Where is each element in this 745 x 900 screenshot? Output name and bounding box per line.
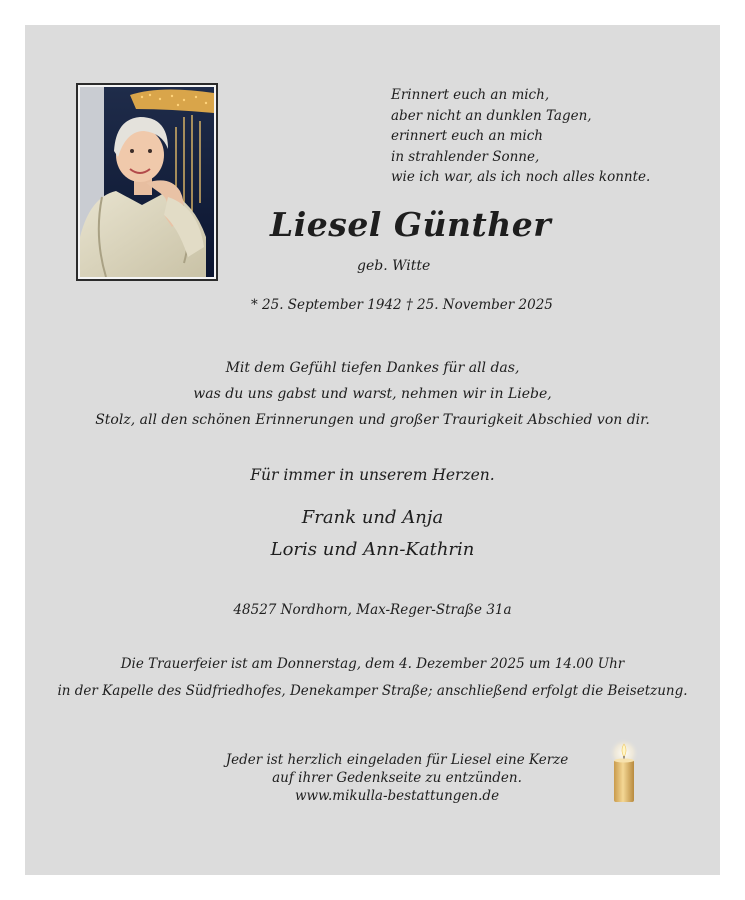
poem	[391, 85, 650, 188]
death-date: † 25. November 2025	[406, 297, 553, 313]
deceased-name: Liesel Günther	[270, 205, 552, 244]
poem-line: aber nicht an dunklen Tagen,	[391, 107, 592, 124]
service-line: Die Trauerfeier ist am Donnerstag, dem 4. Dezember 2025 um 14.00 Uhr	[120, 656, 625, 672]
candle-icon	[607, 737, 641, 805]
service-line: in der Kapelle des Südfriedhofes, Denekamper Straße; anschließend erfolgt die Beisetzung.	[57, 683, 688, 699]
forever-line: Für immer in unserem Herzen.	[250, 466, 495, 484]
address: 48527 Nordhorn, Max-Reger-Straße 31a	[233, 602, 512, 618]
thanks-line: Stolz, all den schönen Erinnerungen und großer Traurigkeit Abschied von dir.	[95, 412, 650, 428]
portrait-image	[80, 87, 214, 277]
obituary-card	[25, 25, 720, 875]
family-line: Frank und Anja	[301, 507, 444, 528]
poem-line: wie ich war, als ich noch alles konnte.	[391, 169, 651, 185]
invite-line: Jeder ist herzlich eingeladen für Liesel eine Kerze	[225, 752, 569, 768]
candle-invitation	[222, 751, 572, 805]
thanks-line: was du uns gabst und warst, nehmen wir in Liebe,	[193, 386, 552, 402]
family-line: Loris und Ann-Kathrin	[270, 539, 475, 560]
thanks-line: Mit dem Gefühl tiefen Dankes für all das,	[225, 360, 520, 376]
birth-name: geb. Witte	[357, 258, 431, 274]
poem-line: Erinnert euch an mich,	[391, 87, 550, 103]
poem-line: erinnert euch an mich	[391, 128, 543, 144]
portrait-photo	[76, 83, 218, 281]
poem-line: in strahlender Sonne,	[391, 148, 540, 165]
funeral-service-info	[25, 651, 720, 705]
birth-date: * 25. September 1942	[251, 297, 402, 313]
thanks-text	[25, 355, 720, 433]
family-names	[25, 502, 720, 566]
invite-line: auf ihrer Gedenkseite zu entzünden.	[272, 770, 522, 786]
website-link[interactable]: www.mikulla-bestattungen.de	[294, 788, 500, 804]
